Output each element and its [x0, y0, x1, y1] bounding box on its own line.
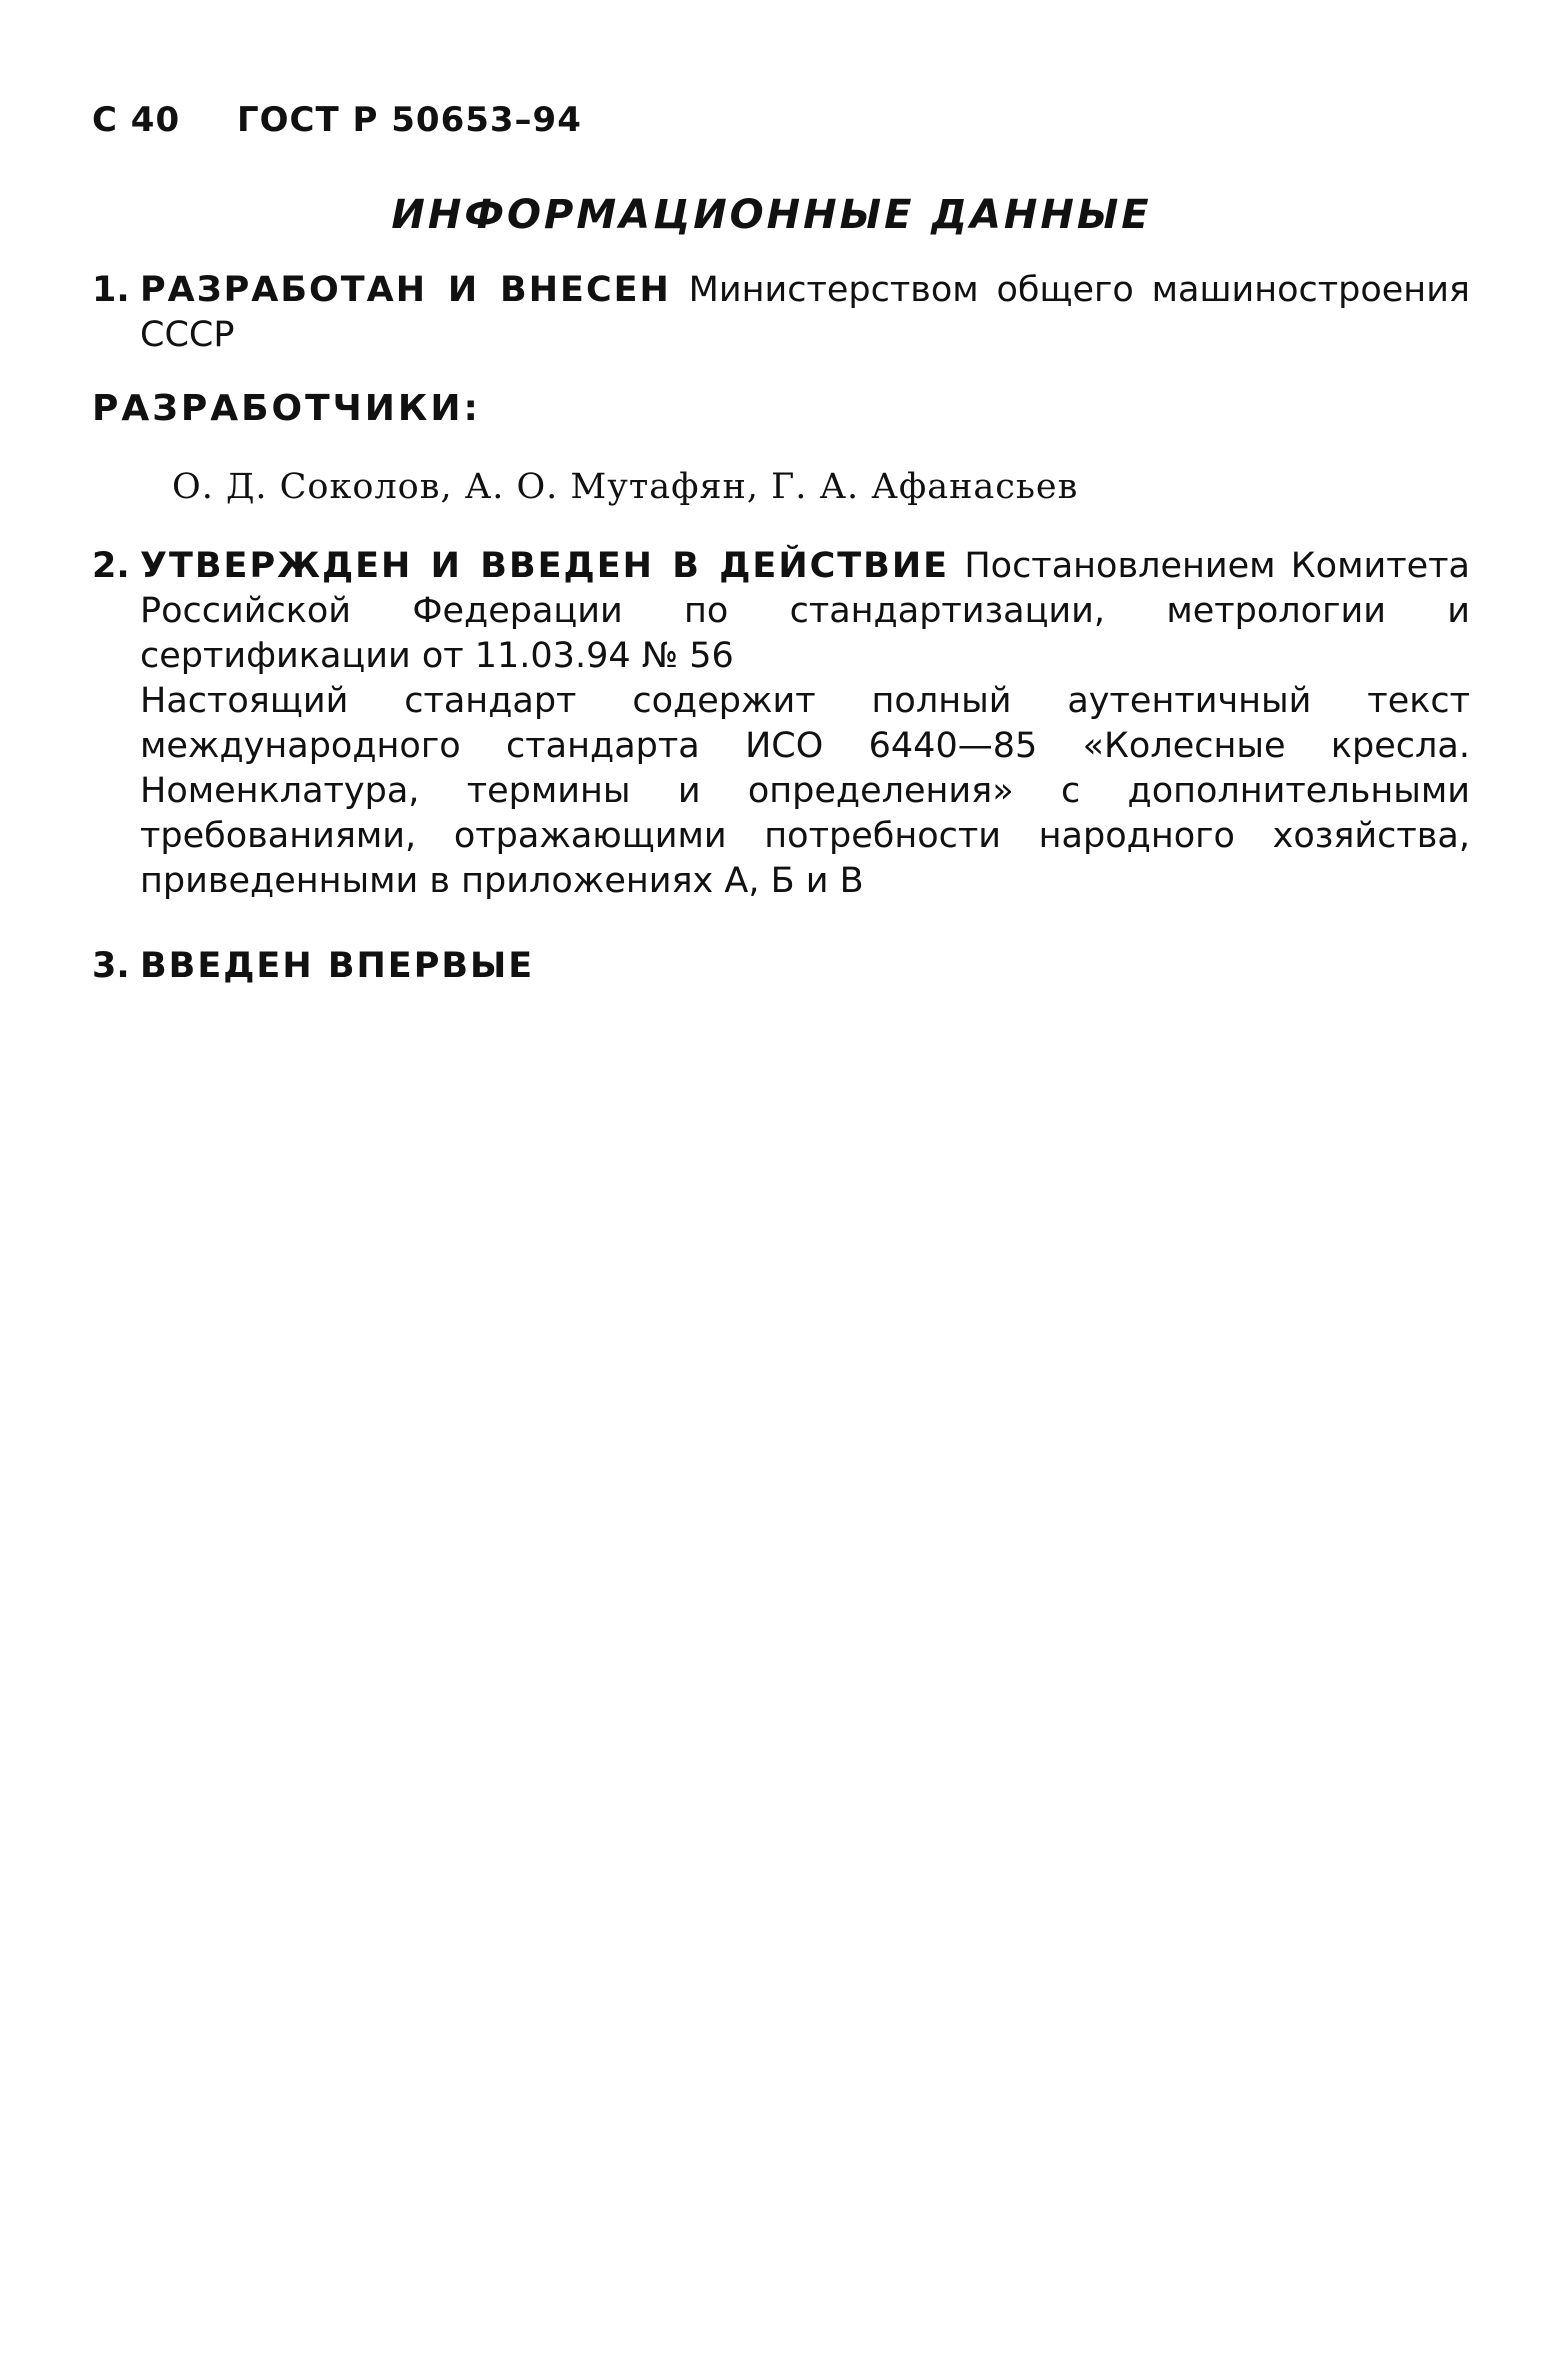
item-caption: ВВЕДЕН ВПЕРВЫЕ: [140, 946, 535, 986]
info-item-3: [92, 944, 1470, 989]
info-item-1: [92, 268, 1470, 358]
page-number: С 40: [92, 100, 181, 140]
item-number: 1.: [92, 270, 130, 310]
info-content: [92, 268, 1470, 1017]
item-text: Министерством общего машиностроения СССР: [140, 270, 1470, 355]
item-caption: РАЗРАБОТАН И ВНЕСЕН: [140, 270, 671, 310]
info-item-2: [92, 544, 1470, 904]
item-number: 2.: [92, 546, 130, 586]
section-title: ИНФОРМАЦИОННЫЕ ДАННЫЕ: [391, 192, 1152, 238]
item-number: 3.: [92, 946, 130, 986]
running-head: [92, 100, 582, 140]
item-text: Постановлением Комитета Российской Федерации по стандартизации, метрологии и сертификации от 11.03.94 № 56: [140, 546, 1470, 676]
item-caption: УТВЕРЖДЕН И ВВЕДЕН В ДЕЙСТВИЕ: [140, 546, 950, 586]
developers-list: О. Д. Соколов, А. О. Мутафян, Г. А. Афанасьев: [172, 467, 1079, 507]
item-note: Настоящий стандарт содержит полный аутентичный текст международного стандарта ИСО 6440—85 «Колесные кресла. Номенклатура, термины и определения» с дополнительными требованиями, отражающими потребности народного хозяйства, приведенными в приложениях А, Б и В: [140, 681, 1470, 901]
document-number: ГОСТ Р 50653–94: [236, 100, 582, 140]
developers-heading: РАЗРАБОТЧИКИ:: [92, 388, 481, 429]
